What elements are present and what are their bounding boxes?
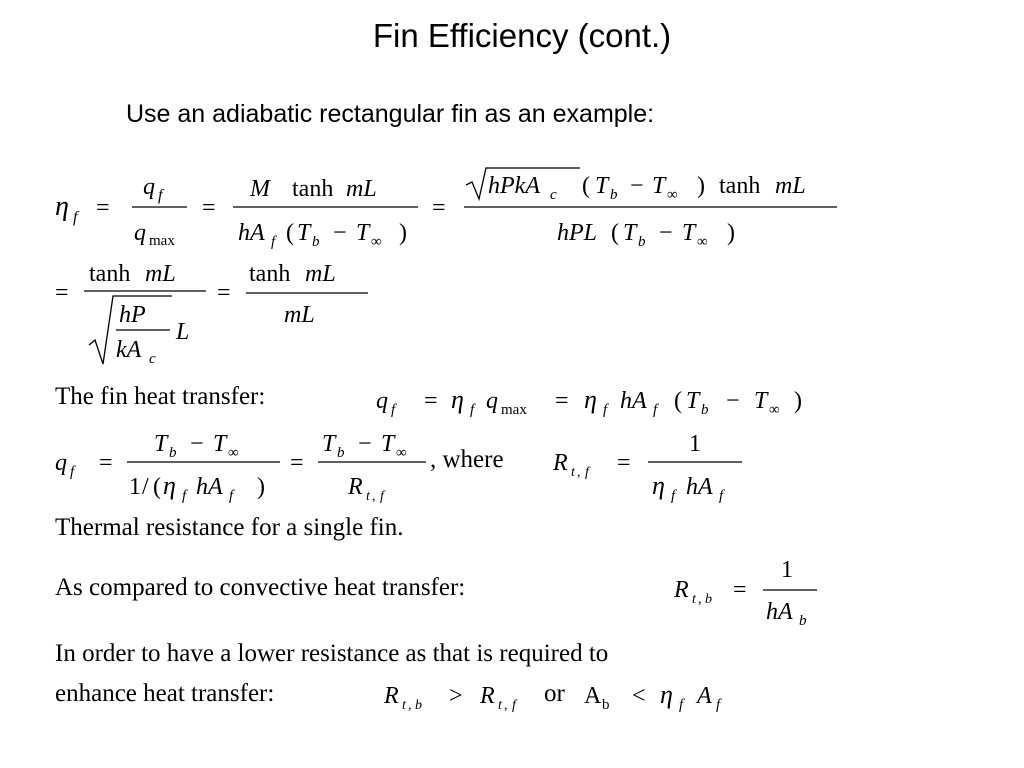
svg-text:−: − (333, 220, 347, 246)
svg-text:∞: ∞ (667, 187, 678, 203)
svg-text:q: q (376, 388, 388, 414)
svg-text:T: T (154, 431, 168, 457)
svg-text:mL: mL (775, 173, 806, 199)
equation-efficiency-definition (55, 168, 837, 250)
svg-text:f: f (470, 402, 475, 418)
svg-text:tanh: tanh (249, 261, 291, 287)
svg-text:tanh: tanh (292, 176, 334, 202)
svg-text:q: q (134, 220, 146, 246)
svg-text:∞: ∞ (697, 234, 708, 250)
svg-text:t: t (402, 698, 406, 713)
svg-text:f: f (512, 698, 516, 713)
svg-text:L: L (176, 319, 190, 345)
where-label: , where (430, 446, 504, 473)
svg-text:f: f (70, 464, 75, 480)
svg-text:t: t (498, 698, 502, 713)
svg-text:): ) (399, 220, 407, 246)
single-fin-note: Thermal resistance for a single fin. (55, 514, 404, 541)
svg-text:(: ( (153, 474, 161, 500)
svg-text:f: f (229, 488, 234, 504)
svg-text:−: − (190, 431, 204, 457)
svg-text:(: ( (582, 173, 590, 199)
svg-text:T: T (686, 388, 700, 414)
svg-text:b: b (169, 445, 177, 461)
svg-text:): ) (794, 388, 802, 414)
equation-fin-thermal-resistance (55, 431, 742, 504)
svg-text:max: max (149, 233, 175, 249)
svg-text:1: 1 (129, 474, 141, 500)
svg-text:hA: hA (238, 220, 265, 246)
svg-text:T: T (754, 388, 768, 414)
svg-text:,: , (372, 489, 376, 504)
svg-text:mL: mL (346, 176, 377, 202)
svg-text:hPkA: hPkA (488, 173, 540, 199)
svg-text:f: f (182, 488, 187, 504)
svg-text:): ) (257, 474, 265, 500)
svg-text:1: 1 (781, 557, 793, 583)
svg-text:): ) (727, 220, 735, 246)
svg-text:=: = (55, 280, 69, 306)
slide-subtitle: Use an adiabatic rectangular fin as an example: (126, 100, 655, 128)
equation-efficiency-simplified (55, 261, 368, 367)
svg-text:mL: mL (305, 261, 336, 287)
svg-text:=: = (424, 388, 438, 414)
svg-text:tanh: tanh (719, 173, 761, 199)
svg-text:b: b (337, 445, 345, 461)
svg-text:/: / (142, 474, 149, 500)
svg-text:η: η (660, 680, 673, 709)
svg-text:η: η (163, 471, 176, 500)
svg-text:hA: hA (686, 474, 713, 500)
svg-text:A: A (697, 683, 712, 709)
svg-text:=: = (555, 388, 569, 414)
or-label: or (544, 680, 565, 707)
svg-text:b: b (312, 234, 320, 250)
svg-text:hP: hP (119, 302, 146, 328)
svg-text:c: c (149, 351, 156, 367)
svg-text:f: f (603, 402, 608, 418)
equation-fin-heat-transfer (376, 385, 802, 418)
svg-text:hPL: hPL (557, 220, 598, 246)
svg-text:c: c (550, 187, 557, 203)
svg-text:b: b (415, 698, 422, 713)
svg-text:f: f (391, 402, 396, 418)
svg-text:R: R (480, 683, 495, 709)
svg-text:η: η (451, 385, 464, 414)
svg-text:,: , (408, 698, 412, 713)
svg-text:A: A (584, 683, 602, 709)
svg-text:f: f (716, 697, 721, 713)
svg-text:=: = (733, 577, 747, 603)
svg-text:t: t (692, 592, 696, 607)
svg-text:b: b (610, 187, 618, 203)
svg-text:R: R (384, 683, 399, 709)
lower-resistance-line2: enhance heat transfer: (55, 680, 275, 707)
svg-text:∞: ∞ (371, 234, 382, 250)
svg-text:M: M (250, 176, 270, 202)
svg-text:q: q (55, 450, 67, 476)
svg-text:mL: mL (284, 302, 315, 328)
svg-text:−: − (726, 388, 740, 414)
svg-text:T: T (322, 431, 336, 457)
svg-text:>: > (449, 683, 463, 709)
svg-text:q: q (486, 388, 498, 414)
svg-text:<: < (632, 683, 646, 709)
heat-transfer-label: The fin heat transfer: (55, 383, 266, 410)
svg-text:η: η (652, 471, 665, 500)
svg-text:t: t (366, 489, 370, 504)
svg-text:∞: ∞ (769, 402, 780, 418)
svg-text:f: f (719, 488, 724, 504)
svg-text:f: f (73, 209, 78, 226)
svg-text:=: = (96, 195, 110, 221)
svg-text:−: − (630, 173, 644, 199)
svg-text:b: b (638, 234, 646, 250)
svg-text:(: ( (286, 220, 294, 246)
svg-text:mL: mL (145, 261, 176, 287)
svg-text:−: − (659, 220, 673, 246)
svg-text:hA: hA (620, 388, 647, 414)
svg-text:T: T (356, 220, 370, 246)
svg-text:T: T (595, 173, 609, 199)
slide-title: Fin Efficiency (cont.) (372, 17, 672, 54)
svg-text:T: T (652, 173, 666, 199)
svg-text:b: b (701, 402, 709, 418)
svg-text:R: R (348, 474, 363, 500)
svg-text:,: , (504, 698, 508, 713)
svg-text:f: f (653, 402, 658, 418)
svg-text:q: q (143, 174, 155, 200)
svg-text:f: f (380, 489, 384, 504)
svg-text:tanh: tanh (89, 261, 131, 287)
svg-text:R: R (674, 577, 689, 603)
svg-text:R: R (553, 450, 568, 476)
svg-text:=: = (432, 195, 446, 221)
svg-text:f: f (158, 187, 163, 204)
svg-text:1: 1 (689, 431, 701, 457)
svg-text:f: f (671, 488, 676, 504)
svg-text:,: , (577, 465, 581, 480)
svg-text:=: = (99, 450, 113, 476)
svg-text:η: η (55, 191, 69, 222)
svg-text:T: T (297, 220, 311, 246)
svg-text:=: = (217, 280, 231, 306)
svg-text:hA: hA (196, 474, 223, 500)
svg-text:f: f (585, 465, 589, 480)
lower-resistance-line1: In order to have a lower resistance as that is required to (55, 640, 609, 667)
svg-text:∞: ∞ (228, 445, 239, 461)
svg-text:=: = (617, 450, 631, 476)
svg-text:∞: ∞ (396, 445, 407, 461)
svg-text:(: ( (611, 220, 619, 246)
svg-text:kA: kA (116, 337, 142, 363)
svg-text:=: = (202, 195, 216, 221)
svg-text:max: max (501, 402, 527, 418)
svg-text:T: T (381, 431, 395, 457)
svg-text:b: b (799, 613, 807, 629)
svg-text:f: f (271, 234, 276, 250)
svg-text:t: t (571, 465, 575, 480)
svg-text:T: T (623, 220, 637, 246)
svg-text:(: ( (674, 388, 682, 414)
svg-text:f: f (679, 697, 684, 713)
svg-text:η: η (584, 385, 597, 414)
svg-text:=: = (290, 450, 304, 476)
svg-text:T: T (213, 431, 227, 457)
equation-convective-resistance (673, 557, 817, 629)
svg-text:hA: hA (766, 599, 793, 625)
svg-text:,: , (698, 592, 702, 607)
svg-text:b: b (705, 592, 712, 607)
svg-text:): ) (697, 173, 705, 199)
svg-text:−: − (358, 431, 372, 457)
convective-label: As compared to convective heat transfer: (55, 574, 466, 601)
svg-text:b: b (602, 697, 610, 713)
svg-text:T: T (682, 220, 696, 246)
